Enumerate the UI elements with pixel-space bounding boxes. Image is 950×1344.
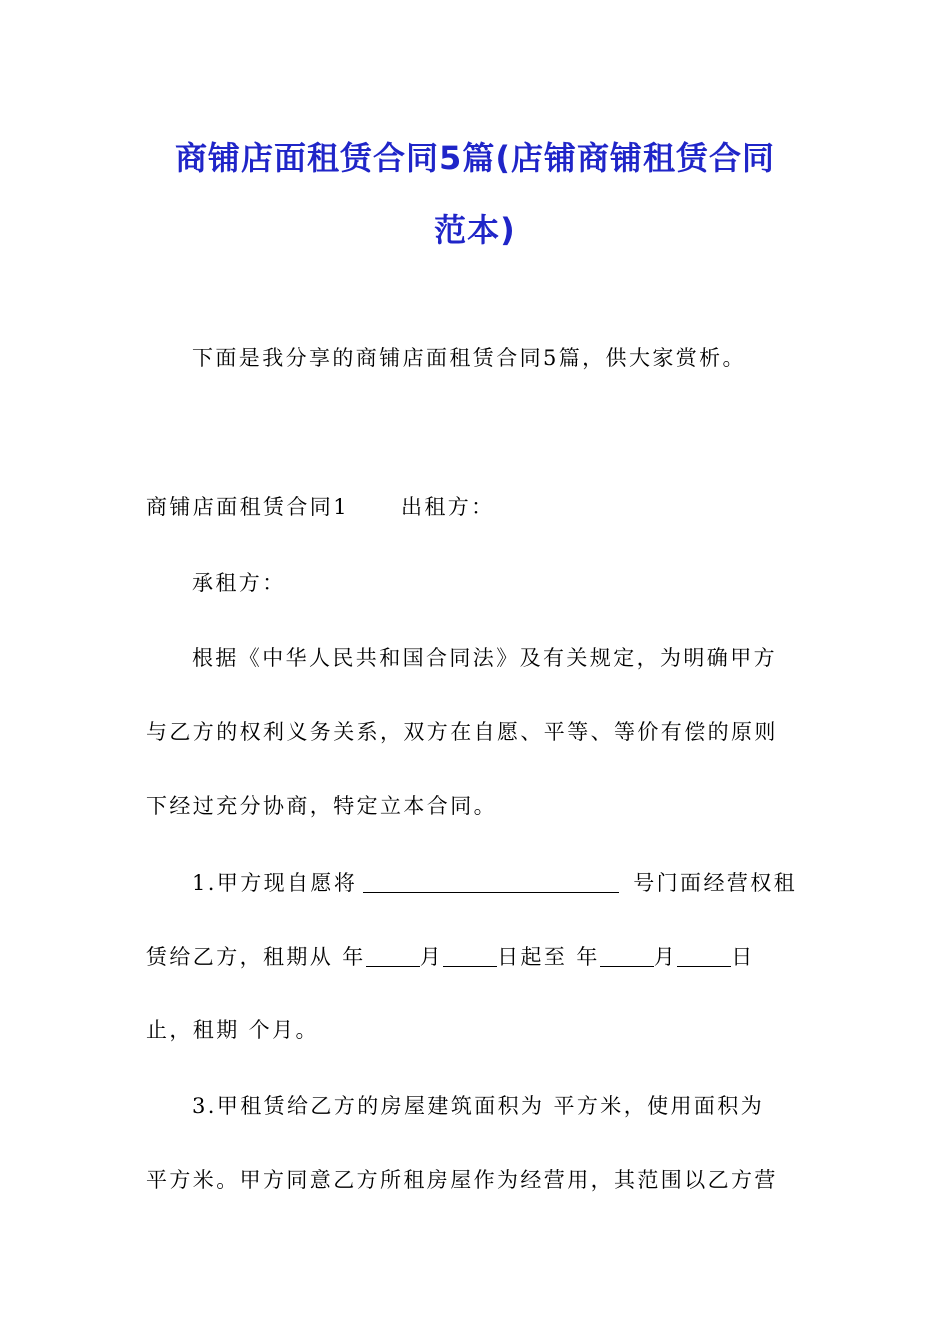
day-end-label: 日 bbox=[731, 945, 755, 969]
para1-line-3: 下经过充分协商，特定立本合同。 bbox=[146, 794, 497, 818]
end-month-blank bbox=[600, 946, 654, 967]
clause3-line-2: 平方米。甲方同意乙方所租房屋作为经营用，其范围以乙方营 bbox=[146, 1168, 778, 1192]
clause1-text-a: 1.甲方现自愿将 bbox=[192, 871, 358, 895]
lease-start-text: 赁给乙方，租期从 年 bbox=[146, 945, 366, 969]
para1-line-2: 与乙方的权利义务关系，双方在自愿、平等、等价有偿的原则 bbox=[146, 720, 778, 744]
document-title-line-1: 商铺店面租赁合同5篇(店铺商铺租赁合同 bbox=[175, 139, 775, 177]
document-title-line-2: 范本) bbox=[434, 211, 516, 249]
lessor-label: 出租方： bbox=[400, 495, 495, 519]
para1-line-1: 根据《中华人民共和国合同法》及有关规定，为明确甲方 bbox=[192, 646, 777, 670]
day-from-text: 日起至 年 bbox=[497, 945, 600, 969]
month-label-2: 月 bbox=[653, 945, 678, 969]
start-day-blank bbox=[443, 946, 497, 967]
door-number-blank bbox=[363, 872, 619, 893]
clause1-line-1 bbox=[192, 872, 797, 894]
clause1-line-3: 止，租期 个月。 bbox=[146, 1018, 319, 1042]
clause3-line-1: 3.甲租赁给乙方的房屋建筑面积为 平方米，使用面积为 bbox=[192, 1094, 765, 1118]
clause1-text-b: 号门面经营权租 bbox=[633, 871, 798, 895]
contract-heading-row bbox=[146, 497, 495, 518]
lessee-label: 承租方： bbox=[192, 571, 286, 595]
month-label: 月 bbox=[419, 945, 444, 969]
end-day-blank bbox=[677, 946, 731, 967]
clause1-line-2 bbox=[146, 946, 755, 968]
intro-paragraph: 下面是我分享的商铺店面租赁合同5篇，供大家赏析。 bbox=[192, 346, 746, 370]
contract-heading: 商铺店面租赁合同1 bbox=[146, 495, 349, 519]
start-month-blank bbox=[366, 946, 420, 967]
